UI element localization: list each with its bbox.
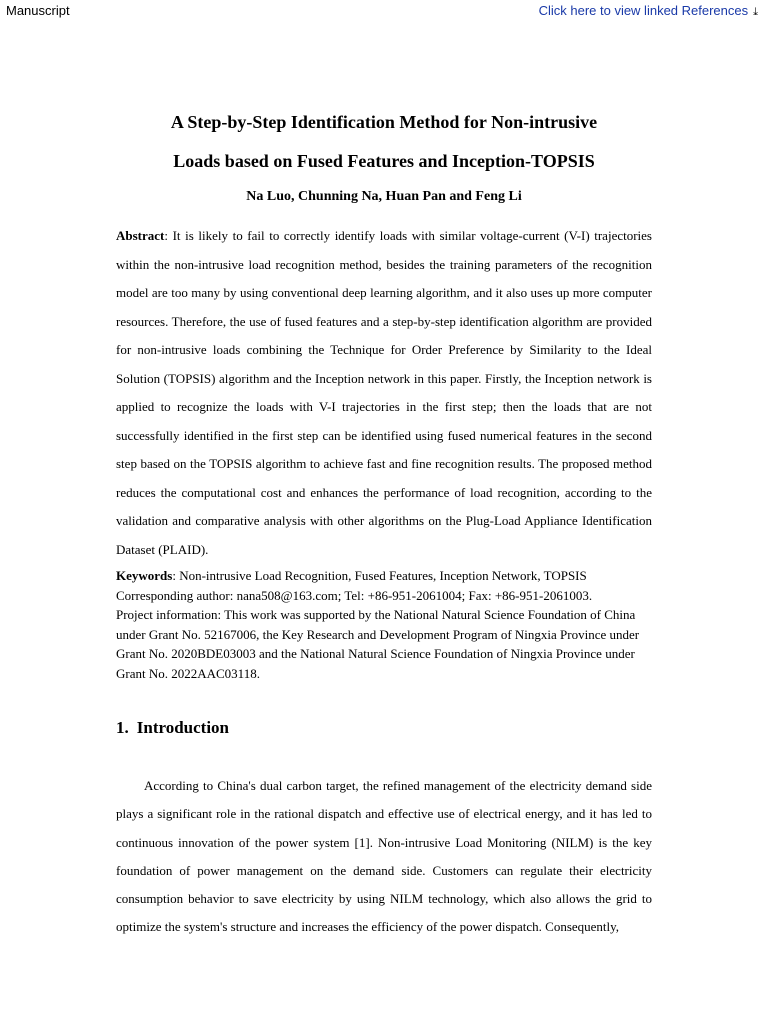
download-arrow-icon: ⤓ xyxy=(753,6,758,18)
top-bar xyxy=(0,0,768,22)
paper-metadata xyxy=(116,566,652,683)
author-list: Na Luo, Chunning Na, Huan Pan and Feng Li xyxy=(246,189,522,204)
keywords-label: Keywords xyxy=(116,568,173,583)
section-heading-introduction xyxy=(116,716,652,740)
title-line-2: Loads based on Fused Features and Inception-TOPSIS xyxy=(173,151,595,171)
keywords-text: : Non-intrusive Load Recognition, Fused Features, Inception Network, TOPSIS xyxy=(172,568,587,583)
paper-title xyxy=(116,103,652,181)
project-information: Project information: This work was supported by the National Natural Science Foundation of China under Grant No. 52167006, the Key Research and Development Program of Ningxia Province under Grant No. 2020BDE03003 and the National Natural Science Foundation of Ningxia Province under Grant No. 2022AAC03118. xyxy=(116,607,640,681)
section-title: Introduction xyxy=(136,718,230,737)
section-number: 1. xyxy=(116,718,129,737)
abstract-paragraph xyxy=(116,222,652,565)
linked-references-link[interactable] xyxy=(539,3,758,19)
title-line-1: A Step-by-Step Identification Method for Non-intrusive xyxy=(170,112,598,132)
abstract-text: : It is likely to fail to correctly identify loads with similar voltage-current (V-I) trajectories within the non-intrusive load recognition method, besides the training parameters of the recognition model are too many by using conventional deep learning algorithm, and it also uses up more computer resources. Therefore, the use of fused features and a step-by-step identification algorithm are provided for non-intrusive loads combining the Technique for Order Preference by Similarity to the Ideal Solution (TOPSIS) algorithm and the Inception network in this paper. Firstly, the Inception network is applied to recognize the loads with V-I trajectories in the first step; then the loads that are not successfully identified in the first step can be identified using fused numerical features in the second step based on the TOPSIS algorithm to achieve fast and fine recognition results. The proposed method reduces the computational cost and enhances the performance of load recognition, according to the validation and comparative analysis with other algorithms on the Plug-Load Appliance Identification Dataset (PLAID). xyxy=(116,228,652,558)
keywords-line xyxy=(116,566,652,586)
manuscript-label: Manuscript xyxy=(6,3,70,18)
linked-references-label: Click here to view linked References xyxy=(538,3,749,18)
introduction-paragraph: According to China's dual carbon target, the refined management of the electricity demand side plays a significant role in the rational dispatch and effective use of electrical energy, and it has led to continuous innovation of the power system [1]. Non-intrusive Load Monitoring (NILM) is the key foundation of power management on the demand side. Customers can regulate their electricity consumption behavior to save electricity by using NILM technology, which also allows the grid to optimize the system's structure and increases the efficiency of the power dispatch. Consequently, xyxy=(116,778,652,935)
abstract-label: Abstract xyxy=(116,228,165,243)
corresponding-author: Corresponding author: nana508@163.com; Tel: +86-951-2061004; Fax: +86-951-2061003. xyxy=(116,587,593,603)
